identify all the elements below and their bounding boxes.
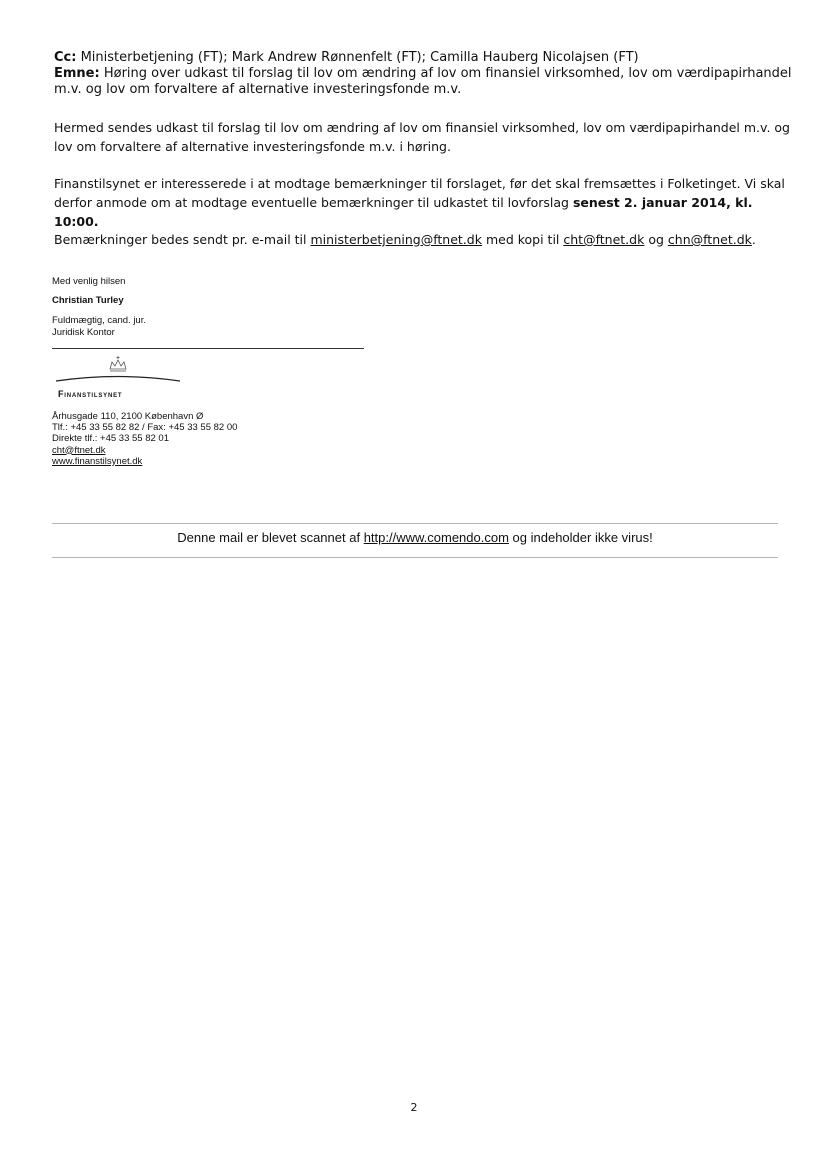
cc-line bbox=[54, 50, 794, 66]
direct-phone-line: Direkte tlf.: +45 33 55 82 01 bbox=[52, 433, 169, 445]
scan-notice-prefix: Denne mail er blevet scannet af bbox=[177, 530, 361, 545]
org-logo-text bbox=[58, 389, 122, 399]
cc-label: Cc: bbox=[54, 50, 77, 65]
subject-line bbox=[54, 66, 794, 98]
paragraph-3-part2: med kopi til bbox=[485, 232, 560, 247]
body-paragraph-2 bbox=[54, 174, 794, 231]
paragraph-3-end: . bbox=[751, 232, 756, 247]
cc-value: Ministerbetjening (FT); Mark Andrew Rønnenfelt (FT); Camilla Hauberg Nicolajsen (FT) bbox=[80, 50, 639, 65]
email-link-cht[interactable]: cht@ftnet.dk bbox=[563, 232, 645, 247]
signature-greeting: Med venlig hilsen bbox=[52, 276, 126, 287]
address-line: Århusgade 110, 2100 København Ø bbox=[52, 411, 204, 422]
deadline-text: senest 2. januar 2014, kl. 10:00. bbox=[54, 195, 753, 229]
scan-divider-bottom bbox=[52, 557, 778, 558]
body-paragraph-3 bbox=[54, 230, 794, 249]
phone-fax-line: Tlf.: +45 33 55 82 82 / Fax: +45 33 55 82 00 bbox=[52, 422, 238, 434]
body-paragraph-1: Hermed sendes udkast til forslag til lov om ændring af lov om finansiel virksomhed, lov om værdipapirhandel m.v. og lov om forvaltere af alternative investeringsfonde m.v. i høring. bbox=[54, 120, 790, 154]
paragraph-3-part1: Bemærkninger bedes sendt pr. e-mail til bbox=[54, 232, 307, 247]
website-link[interactable]: www.finanstilsynet.dk bbox=[52, 455, 143, 467]
signature-title-1: Fuldmægtig, cand. jur. bbox=[52, 315, 146, 326]
scan-notice bbox=[52, 530, 778, 546]
comendo-link[interactable]: http://www.comendo.com bbox=[363, 530, 509, 545]
signature-title bbox=[52, 315, 146, 338]
subject-value: Høring over udkast til forslag til lov om ændring af lov om finansiel virksomhed, lov om værdipapirhandel m.v. og lov om forvaltere af alternative investeringsfonde m.v. bbox=[54, 66, 792, 97]
signature-title-2: Juridisk Kontor bbox=[52, 326, 115, 338]
subject-label: Emne: bbox=[54, 66, 100, 81]
contact-block bbox=[52, 411, 237, 467]
email-link-ministerbetjening[interactable]: ministerbetjening@ftnet.dk bbox=[310, 232, 482, 247]
scan-notice-suffix: og indeholder ikke virus! bbox=[512, 530, 653, 545]
email-link-chn[interactable]: chn@ftnet.dk bbox=[667, 232, 752, 247]
scan-divider-top bbox=[52, 523, 778, 524]
signature-divider bbox=[52, 348, 364, 349]
signature-name: Christian Turley bbox=[52, 295, 124, 306]
paragraph-3-part3: og bbox=[648, 232, 664, 247]
email-header bbox=[54, 50, 794, 98]
paragraph-2-text: Finanstilsynet er interesserede i at modtage bemærkninger til forslaget, før det skal fremsættes i Folketinget. Vi skal derfor anmode om at modtage eventuelle bemærkninger til udkastet til lovforslag bbox=[54, 176, 785, 210]
page-number: 2 bbox=[410, 1101, 418, 1114]
org-logo-label: Finanstilsynet bbox=[58, 389, 123, 399]
signature-email-link[interactable]: cht@ftnet.dk bbox=[52, 444, 106, 456]
